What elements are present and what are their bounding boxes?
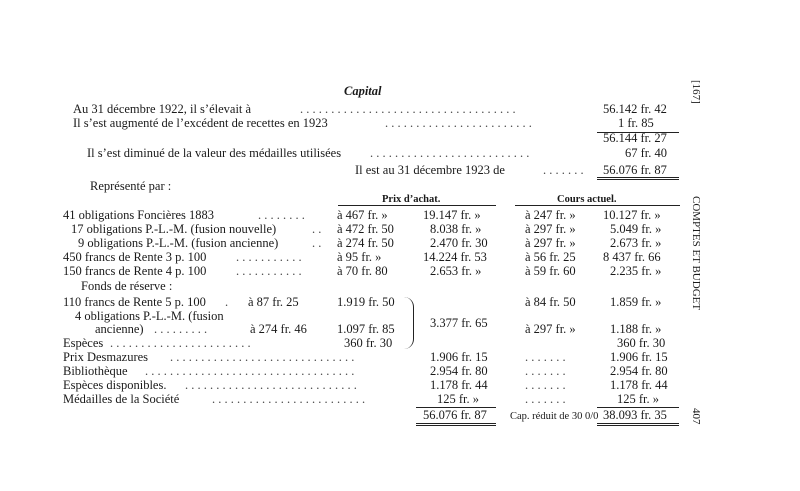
holding-unit: à 472 fr. 50 bbox=[337, 222, 394, 236]
reserve-oblig-cours: 1.188 fr. » bbox=[610, 322, 662, 336]
other-label: Prix Desmazures bbox=[63, 350, 149, 364]
rule bbox=[597, 425, 679, 426]
dot-leader: . . . . . . . . bbox=[258, 208, 305, 222]
holding-prix: 19.147 fr. » bbox=[423, 208, 481, 222]
dot-leader: . . . . . . . . . . . . . . . . . . . . . . . . . bbox=[212, 392, 366, 406]
rule bbox=[416, 425, 496, 426]
reserve-especes-cours: 360 fr. 30 bbox=[617, 336, 666, 350]
holding-label: 17 obligations P.-L.-M. (fusion nouvelle) bbox=[71, 222, 277, 236]
reserve-rente-unit: à 87 fr. 25 bbox=[248, 295, 299, 309]
dot-leader: . . . . . . . . . . . . . . . . . . . . . . . . bbox=[385, 116, 532, 130]
capital-value-4: 67 fr. 40 bbox=[625, 146, 668, 160]
reserve-rente-sub: 1.919 fr. 50 bbox=[337, 295, 395, 309]
holding-cours: 2.235 fr. » bbox=[610, 264, 662, 278]
reserve-rente-label: 110 francs de Rente 5 p. 100 bbox=[63, 295, 206, 309]
dot-leader: . . . . . . . . . . . bbox=[236, 264, 302, 278]
holding-unit: à 95 fr. » bbox=[337, 250, 382, 264]
holding-cours: 2.673 fr. » bbox=[610, 236, 662, 250]
dot-leader: . . . . . . . bbox=[525, 364, 566, 378]
other-label: Bibliothèque bbox=[63, 364, 128, 378]
reserve-oblig-label: 4 obligations P.-L.-M. (fusion bbox=[75, 309, 224, 323]
page-label: [167] bbox=[690, 80, 702, 104]
holding-cours: 8 437 fr. 66 bbox=[603, 250, 661, 264]
dot-leader: . . . . . . . bbox=[525, 378, 566, 392]
holding-unit: à 467 fr. » bbox=[337, 208, 388, 222]
reserve-oblig-label-cont: ancienne) bbox=[95, 322, 144, 336]
holding-prix: 8.038 fr. » bbox=[430, 222, 482, 236]
rule bbox=[597, 177, 679, 178]
holding-prix: 14.224 fr. 53 bbox=[423, 250, 487, 264]
other-label: Médailles de la Société bbox=[63, 392, 180, 406]
dot-leader: . . . . . . . . . bbox=[154, 322, 208, 336]
rule bbox=[597, 423, 679, 424]
dot-leader: . . . . . . . . . . . . . . . . . . . . . . . . . . . . . . . . . . . bbox=[300, 102, 516, 116]
rule bbox=[416, 423, 496, 424]
capital-label-5: Il est au 31 décembre 1923 de bbox=[355, 163, 505, 177]
total-prix: 56.076 fr. 87 bbox=[423, 408, 487, 422]
holding-label: 450 francs de Rente 3 p. 100 bbox=[63, 250, 207, 264]
page-number: 407 bbox=[690, 408, 702, 425]
rule bbox=[515, 205, 680, 206]
holding-label: 150 francs de Rente 4 p. 100 bbox=[63, 264, 207, 278]
header-cours: Cours actuel. bbox=[557, 194, 617, 205]
capital-label-1: Au 31 décembre 1922, il s’élevait à bbox=[73, 102, 252, 116]
header-prix: Prix d’achat. bbox=[382, 194, 441, 205]
holding-unit: à 274 fr. 50 bbox=[337, 236, 394, 250]
dot-leader: . . . . . . . bbox=[543, 163, 584, 177]
dot-leader: . . . . . . . . . . . bbox=[236, 250, 302, 264]
section-side-header: COMPTES ET BUDGET bbox=[690, 196, 702, 311]
holding-unit2: à 56 fr. 25 bbox=[525, 250, 576, 264]
holding-unit2: à 59 fr. 60 bbox=[525, 264, 576, 278]
other-cours: 2.954 fr. 80 bbox=[610, 364, 668, 378]
dot-leader: . . bbox=[312, 236, 322, 250]
represente-par: Représenté par : bbox=[90, 179, 172, 193]
reserve-especes-sub: 360 fr. 30 bbox=[344, 336, 393, 350]
other-prix: 125 fr. » bbox=[437, 392, 480, 406]
dot-leader: . . . . . . . . . . . . . . . . . . . . . . . bbox=[110, 336, 251, 350]
other-prix: 1.178 fr. 44 bbox=[430, 378, 488, 392]
dot-leader: . . . . . . . . . . . . . . . . . . . . . . . . . . . . . . bbox=[170, 350, 355, 364]
holding-prix: 2.470 fr. 30 bbox=[430, 236, 488, 250]
reserve-brace bbox=[404, 297, 414, 349]
capital-value-2: 1 fr. 85 bbox=[618, 116, 654, 130]
dot-leader: . . . . . . . bbox=[525, 392, 566, 406]
other-cours: 1.178 fr. 44 bbox=[610, 378, 668, 392]
holding-unit: à 70 fr. 80 bbox=[337, 264, 388, 278]
capital-subtotal: 56.144 fr. 27 bbox=[603, 131, 667, 145]
capital-total: 56.076 fr. 87 bbox=[603, 163, 667, 177]
dot-leader: . . . . . . . . . . . . . . . . . . . . . . . . . . . . . . . . . . bbox=[145, 364, 355, 378]
reserve-oblig-unit2: à 297 fr. » bbox=[525, 322, 576, 336]
holding-cours: 10.127 fr. » bbox=[603, 208, 661, 222]
holding-cours: 5.049 fr. » bbox=[610, 222, 662, 236]
dot-leader: . . . . . . . . . . . . . . . . . . . . . . . . . . bbox=[370, 146, 530, 160]
dot-leader: . bbox=[225, 295, 229, 309]
capital-label-4: Il s’est diminué de la valeur des médailles utilisées bbox=[87, 146, 342, 160]
dot-leader: . . . . . . . bbox=[525, 350, 566, 364]
other-label: Espèces disponibles. bbox=[63, 378, 167, 392]
rule bbox=[597, 179, 679, 180]
holding-label: 9 obligations P.-L.-M. (fusion ancienne) bbox=[78, 236, 279, 250]
other-prix: 2.954 fr. 80 bbox=[430, 364, 488, 378]
reserve-oblig-sub: 1.097 fr. 85 bbox=[337, 322, 395, 336]
section-title: Capital bbox=[344, 84, 382, 98]
holding-unit2: à 297 fr. » bbox=[525, 222, 576, 236]
reserve-oblig-unit: à 274 fr. 46 bbox=[250, 322, 307, 336]
reserve-rente-unit2: à 84 fr. 50 bbox=[525, 295, 576, 309]
holding-label: 41 obligations Foncières 1883 bbox=[63, 208, 215, 222]
other-cours: 125 fr. » bbox=[617, 392, 660, 406]
reserve-rente-cours: 1.859 fr. » bbox=[610, 295, 662, 309]
dot-leader: . . . . . . . . . . . . . . . . . . . . . . . . . . . . bbox=[185, 378, 357, 392]
other-prix: 1.906 fr. 15 bbox=[430, 350, 488, 364]
reserve-especes-label: Espèces bbox=[63, 336, 104, 350]
reserve-total-prix: 3.377 fr. 65 bbox=[430, 316, 488, 330]
capital-value-1: 56.142 fr. 42 bbox=[603, 102, 667, 116]
holding-unit2: à 297 fr. » bbox=[525, 236, 576, 250]
holding-prix: 2.653 fr. » bbox=[430, 264, 482, 278]
total-cap-label: Cap. réduit de 30 0/0 bbox=[510, 411, 599, 422]
dot-leader: . . bbox=[312, 222, 322, 236]
capital-label-2: Il s’est augmenté de l’excédent de recettes en 1923 bbox=[73, 116, 328, 130]
other-cours: 1.906 fr. 15 bbox=[610, 350, 668, 364]
rule bbox=[338, 205, 496, 206]
fonds-label: Fonds de réserve : bbox=[81, 279, 173, 293]
holding-unit2: à 247 fr. » bbox=[525, 208, 576, 222]
total-cours: 38.093 fr. 35 bbox=[603, 408, 667, 422]
